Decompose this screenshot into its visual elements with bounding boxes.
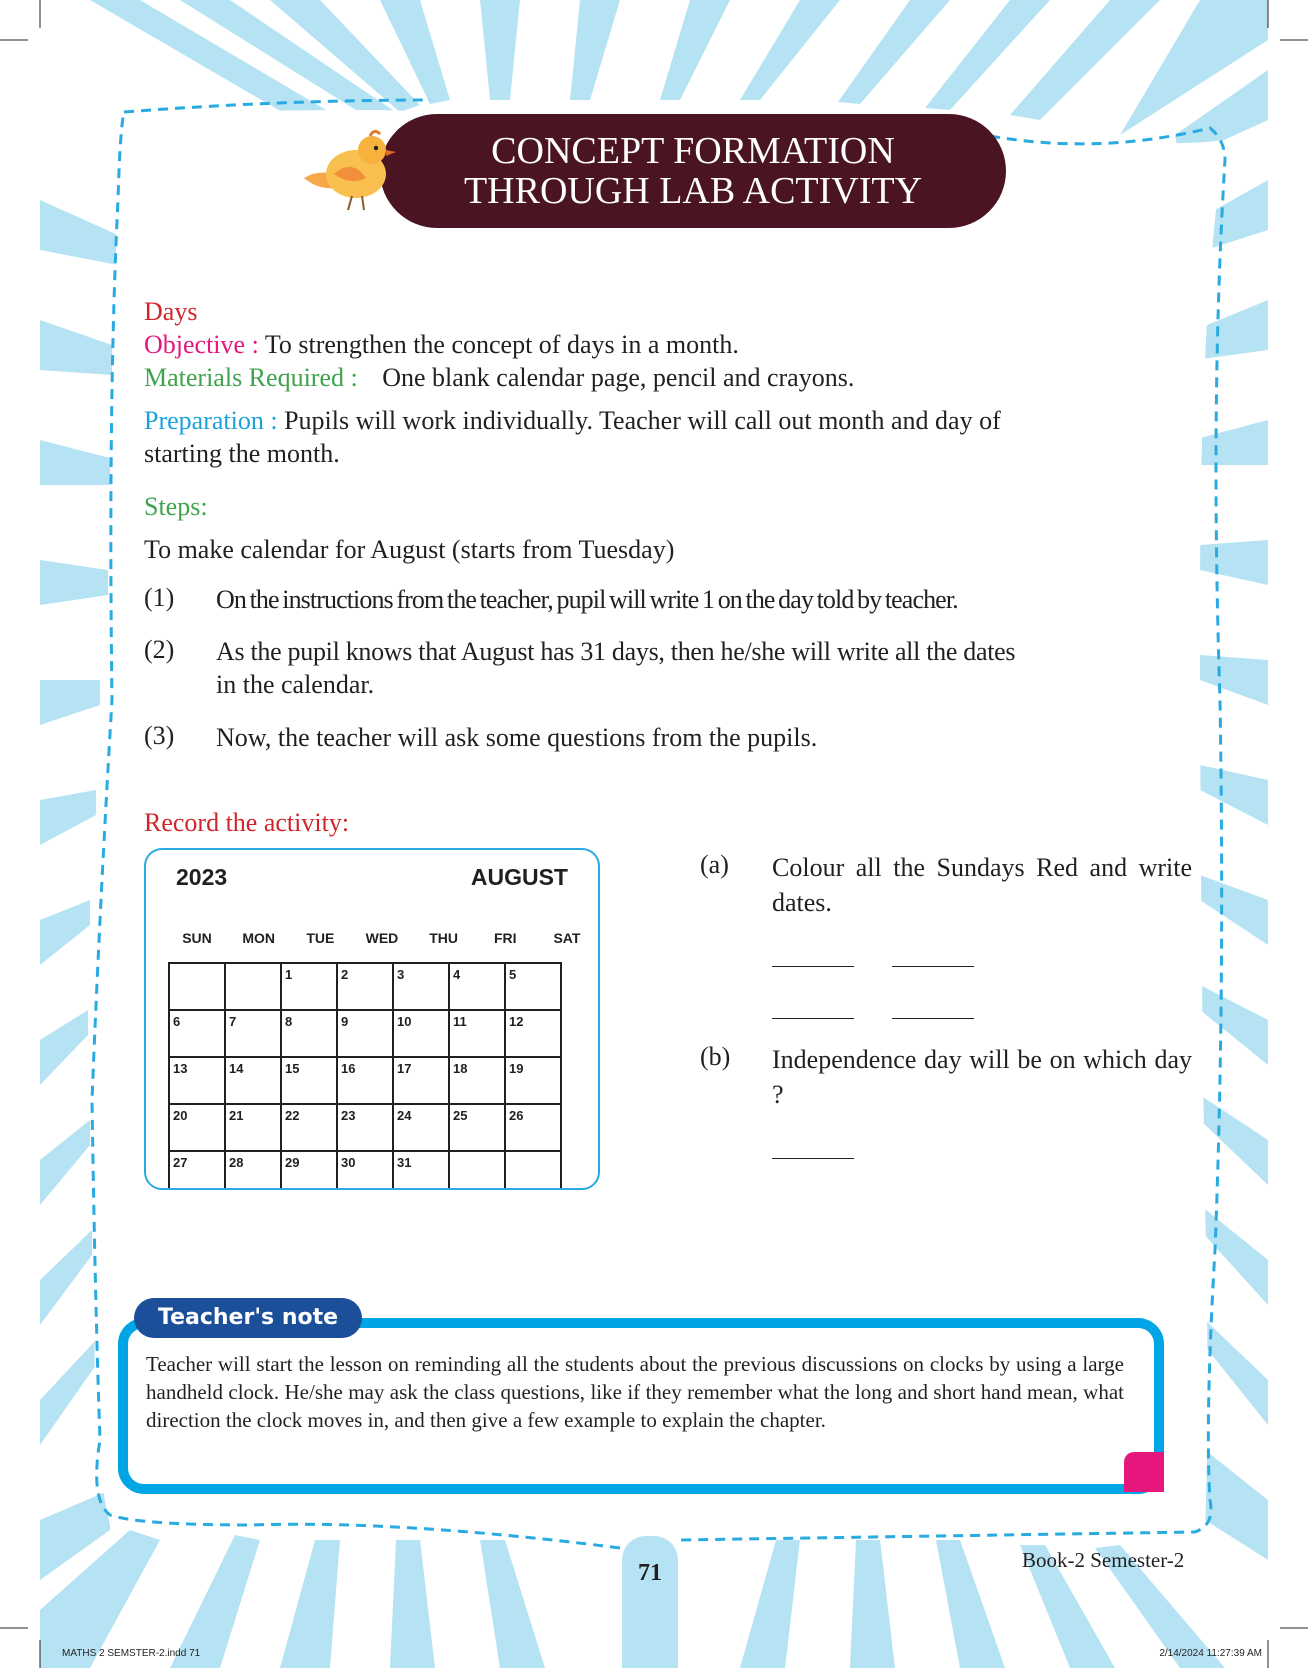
calendar-day-cell[interactable]: 31 — [393, 1151, 449, 1190]
banner-line-2: THROUGH LAB ACTIVITY — [463, 170, 923, 212]
calendar-day-cell[interactable]: 29 — [281, 1151, 337, 1190]
answer-blank[interactable] — [772, 1018, 854, 1019]
calendar-day-cell[interactable]: 21 — [225, 1104, 281, 1151]
calendar-day-cell[interactable]: 9 — [337, 1010, 393, 1057]
calendar-day-cell[interactable]: 23 — [337, 1104, 393, 1151]
calendar-month: AUGUST — [470, 864, 568, 890]
calendar-grid — [168, 962, 562, 1190]
calendar-week-row — [169, 1010, 561, 1057]
calendar-day-cell[interactable] — [505, 1151, 561, 1190]
step-2-text-line-1: As the pupil knows that August has 31 days, then he/she will write all the dates — [216, 637, 1016, 666]
objective-line — [144, 328, 739, 361]
preparation-line — [144, 404, 1001, 437]
calendar-week-row — [169, 1104, 561, 1151]
calendar-day-cell[interactable]: 20 — [169, 1104, 225, 1151]
answer-blank[interactable] — [892, 1018, 974, 1019]
question-a-label: (a) — [700, 850, 729, 879]
step-3-text: Now, the teacher will ask some questions from the pupils. — [216, 723, 818, 752]
materials-text: One blank calendar page, pencil and crayons. — [382, 363, 855, 392]
steps-intro: To make calendar for August (starts from Tuesday) — [144, 535, 675, 564]
calendar-day-cell[interactable]: 10 — [393, 1010, 449, 1057]
banner-line-1: CONCEPT FORMATION — [491, 130, 895, 172]
step-3-number: (3) — [144, 721, 175, 750]
objective-text: To strengthen the concept of days in a month. — [264, 330, 739, 359]
weekday-sat: SAT — [553, 930, 581, 946]
record-heading: Record the activity: — [144, 808, 350, 837]
calendar-week-row — [169, 1057, 561, 1104]
calendar-day-cell[interactable]: 19 — [505, 1057, 561, 1104]
step-2-number: (2) — [144, 635, 175, 664]
calendar-day-cell[interactable]: 7 — [225, 1010, 281, 1057]
calendar-day-cell[interactable] — [449, 1151, 505, 1190]
materials-line — [144, 361, 854, 394]
question-b-text: Independence day will be on which day ? — [772, 1045, 1192, 1109]
step-1-text: On the instructions from the teacher, pupil will write 1 on the day told by teacher. — [216, 585, 958, 614]
calendar-day-cell[interactable]: 6 — [169, 1010, 225, 1057]
calendar-day-cell[interactable]: 28 — [225, 1151, 281, 1190]
weekday-mon: MON — [242, 930, 275, 946]
calendar-weekdays — [168, 930, 596, 946]
calendar-day-cell[interactable]: 11 — [449, 1010, 505, 1057]
calendar-day-cell[interactable]: 13 — [169, 1057, 225, 1104]
question-a-text: Colour all the Sundays Red and write dates. — [772, 853, 1192, 917]
calendar-day-cell[interactable] — [225, 963, 281, 1010]
page-number: 71 — [638, 1560, 662, 1586]
answer-blank[interactable] — [772, 966, 854, 967]
calendar-year: 2023 — [176, 864, 228, 890]
calendar-day-cell[interactable]: 2 — [337, 963, 393, 1010]
teacher-note-text: Teacher will start the lesson on reminding all the students about the previous discussions on clocks by using a large handheld clock. He/she may ask the class questions, like if they remember what the long and short hand mean, what direction the clock moves in, and then give a few example to explain the chapter. — [146, 1352, 1124, 1432]
weekday-wed: WED — [365, 930, 399, 946]
calendar-week-row — [169, 963, 561, 1010]
objective-label: Objective : — [144, 330, 259, 359]
answer-blank[interactable] — [772, 1158, 854, 1159]
slug-timestamp: 2/14/2024 11:27:39 AM — [1159, 1648, 1262, 1659]
calendar-day-cell[interactable] — [169, 963, 225, 1010]
weekday-tue: TUE — [306, 930, 335, 946]
calendar-day-cell[interactable]: 30 — [337, 1151, 393, 1190]
calendar-day-cell[interactable]: 1 — [281, 963, 337, 1010]
calendar-day-cell[interactable]: 24 — [393, 1104, 449, 1151]
page-number-tab — [622, 1536, 678, 1668]
answer-blank[interactable] — [892, 966, 974, 967]
calendar-day-cell[interactable]: 8 — [281, 1010, 337, 1057]
weekday-fri: FRI — [494, 930, 517, 946]
preparation-text-2: starting the month. — [144, 439, 340, 468]
bird-icon — [300, 128, 400, 214]
book-label: Book-2 Semester-2 — [1022, 1548, 1185, 1572]
question-b-label: (b) — [700, 1042, 731, 1071]
calendar-day-cell[interactable]: 12 — [505, 1010, 561, 1057]
calendar-day-cell[interactable]: 4 — [449, 963, 505, 1010]
calendar-day-cell[interactable]: 5 — [505, 963, 561, 1010]
calendar-day-cell[interactable]: 17 — [393, 1057, 449, 1104]
preparation-text-1: Pupils will work individually. Teacher will call out month and day of — [284, 406, 1001, 435]
calendar-day-cell[interactable]: 22 — [281, 1104, 337, 1151]
slug-file: MATHS 2 SEMSTER-2.indd 71 — [62, 1648, 201, 1659]
calendar — [144, 848, 600, 1190]
weekday-thu: THU — [429, 930, 459, 946]
calendar-day-cell[interactable]: 16 — [337, 1057, 393, 1104]
step-2-text-line-2: in the calendar. — [216, 670, 375, 699]
title-banner — [380, 114, 1006, 228]
section-days: Days — [144, 297, 198, 326]
calendar-day-cell[interactable]: 15 — [281, 1057, 337, 1104]
steps-heading: Steps: — [144, 492, 208, 521]
preparation-label: Preparation : — [144, 406, 278, 435]
calendar-week-row — [169, 1151, 561, 1190]
calendar-day-cell[interactable]: 25 — [449, 1104, 505, 1151]
page-curl-corner — [1124, 1452, 1164, 1492]
calendar-day-cell[interactable]: 27 — [169, 1151, 225, 1190]
teacher-note-tab: Teacher's note — [134, 1298, 362, 1338]
calendar-day-cell[interactable]: 14 — [225, 1057, 281, 1104]
materials-label: Materials Required : — [144, 363, 358, 392]
step-1-number: (1) — [144, 583, 175, 612]
calendar-day-cell[interactable]: 26 — [505, 1104, 561, 1151]
weekday-sun: SUN — [182, 930, 212, 946]
calendar-day-cell[interactable]: 18 — [449, 1057, 505, 1104]
calendar-day-cell[interactable]: 3 — [393, 963, 449, 1010]
